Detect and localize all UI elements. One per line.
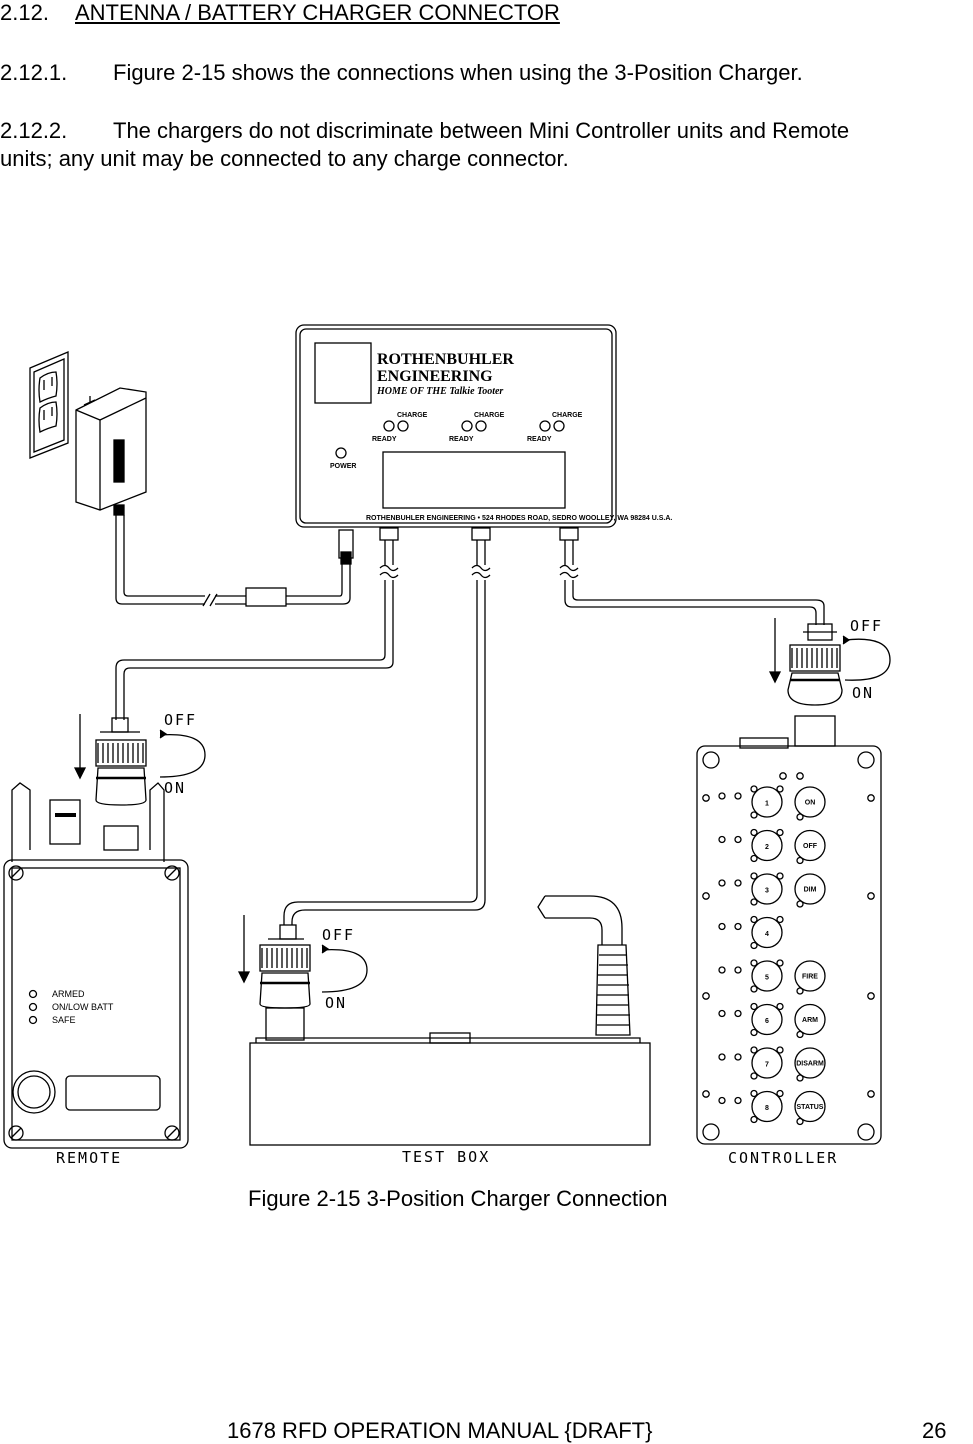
charge-label-3: CHARGE [552, 412, 583, 419]
controller-charge-plug [770, 617, 890, 705]
hole-dot [751, 1091, 757, 1097]
hole-dot [777, 830, 783, 836]
channel-button-label: 1 [765, 800, 769, 808]
hole-dot [797, 1075, 803, 1081]
hole-dot [735, 1098, 741, 1104]
hole-dot [751, 960, 757, 966]
function-button-label: ON [804, 799, 816, 807]
hole-dot [735, 837, 741, 843]
section-title: ANTENNA / BATTERY CHARGER CONNECTOR [75, 0, 560, 25]
remote-indicator-armed: ARMED [52, 989, 85, 999]
remote-charge-plug [75, 711, 205, 805]
hole-dot [751, 917, 757, 923]
hole-dot [735, 924, 741, 930]
hole-dot [751, 986, 757, 992]
paragraph-number: 2.12.2. [0, 118, 68, 143]
hole-dot [777, 917, 783, 923]
controller-function-buttons [795, 787, 825, 1122]
remote-label-panel [66, 1076, 160, 1110]
battery-led [30, 1004, 37, 1011]
power-cord [116, 515, 353, 606]
charger-tagline: HOME OF THE Talkie Tooter [377, 386, 504, 397]
hole-dot [868, 893, 874, 899]
hole-dot [777, 786, 783, 792]
hole-dot [777, 1091, 783, 1097]
testbox-switch-off: OFF [322, 926, 356, 944]
hole-dot [868, 1091, 874, 1097]
remote-unit [4, 783, 188, 1167]
hole-dot [797, 988, 803, 994]
paragraph-text: Figure 2-15 shows the connections when using the 3-Position Charger. [113, 60, 803, 85]
channel-button-label: 8 [765, 1105, 769, 1112]
hole-dot [868, 795, 874, 801]
charger-brand-line1: ROTHENBUHLER [377, 351, 514, 368]
hole-dot [751, 899, 757, 905]
controller-unit [697, 716, 881, 1167]
channel-button-label: 3 [765, 887, 769, 895]
charge-label-1: CHARGE [397, 412, 428, 419]
charge-label-2: CHARGE [474, 412, 505, 419]
controller-switch-on: ON [852, 684, 875, 702]
ready-label-2: READY [449, 436, 474, 443]
hole-dot [751, 812, 757, 818]
remote-switch-on: ON [164, 779, 187, 797]
function-button-label: FIRE [802, 973, 818, 981]
hole-dot [868, 993, 874, 999]
hole-dot [797, 858, 803, 864]
controller-label: CONTROLLER [728, 1149, 839, 1167]
testbox-label: TEST BOX [402, 1148, 491, 1166]
page-number: 26 [922, 1418, 947, 1443]
hole-dot [751, 1117, 757, 1123]
function-button-label: OFF [803, 843, 817, 850]
paragraph-text: The chargers do not discriminate between Mini Controller units and Remote [113, 118, 850, 143]
hole-dot [735, 1054, 741, 1060]
hole-dot [777, 960, 783, 966]
figure-caption: Figure 2-15 3-Position Charger Connection [248, 1186, 668, 1211]
hole-dot [797, 773, 803, 779]
channel-button-label: 2 [765, 844, 769, 851]
hole-dot [751, 1030, 757, 1036]
channel-button-label: 5 [765, 974, 769, 982]
hole-dot [735, 793, 741, 799]
charger-label-panel [383, 452, 565, 508]
hole-dot [719, 1054, 725, 1060]
hole-dot [719, 967, 725, 973]
hole-dot [797, 901, 803, 907]
function-button-label: DISARM [796, 1060, 824, 1068]
remote-indicator-battery: ON/LOW BATT [52, 1002, 114, 1012]
hole-dot [751, 830, 757, 836]
ready-led-1 [384, 421, 394, 431]
hole-dot [751, 1004, 757, 1010]
function-button-label: DIM [803, 886, 817, 894]
charger-brand-line2: ENGINEERING [377, 368, 493, 385]
function-button-label: STATUS [796, 1104, 824, 1111]
hole-dot [797, 1032, 803, 1038]
controller-channel-buttons [752, 787, 782, 1122]
hole-dot [719, 837, 725, 843]
ready-led-2 [462, 421, 472, 431]
channel-button-label: 7 [765, 1061, 769, 1069]
remote-knob [13, 1071, 55, 1113]
testbox-charge-plug [239, 915, 367, 1040]
hole-dot [703, 993, 709, 999]
hole-dot [751, 786, 757, 792]
hole-dot [751, 1073, 757, 1079]
hole-dot [797, 814, 803, 820]
charger-unit [296, 325, 672, 527]
remote-switch-off: OFF [164, 711, 198, 729]
function-button-label: ARM [802, 1017, 818, 1024]
paragraph-continuation: units; any unit may be connected to any charge connector. [0, 146, 569, 171]
power-led [336, 448, 346, 458]
controller-switch-off: OFF [850, 617, 884, 635]
remote-label: REMOTE [56, 1149, 123, 1167]
safe-led [30, 1017, 37, 1024]
charge-led-1 [398, 421, 408, 431]
charger-connection-diagram [0, 300, 973, 1180]
hole-dot [777, 1004, 783, 1010]
ready-label-3: READY [527, 436, 552, 443]
testbox-body [250, 1043, 650, 1145]
testbox-unit [250, 896, 650, 1166]
remote-indicator-safe: SAFE [52, 1015, 76, 1025]
hole-dot [719, 793, 725, 799]
charger-cables [116, 528, 824, 925]
hole-dot [735, 1011, 741, 1017]
ready-label-1: READY [372, 436, 397, 443]
armed-led [30, 991, 37, 998]
hole-dot [719, 880, 725, 886]
wall-outlet [30, 352, 68, 458]
hole-dot [719, 1011, 725, 1017]
hole-dot [751, 873, 757, 879]
hole-dot [703, 1091, 709, 1097]
hole-dot [751, 856, 757, 862]
paragraph-number: 2.12.1. [0, 60, 68, 85]
hole-dot [797, 1119, 803, 1125]
hole-dot [703, 893, 709, 899]
hole-dot [777, 873, 783, 879]
hole-dot [703, 795, 709, 801]
testbox-switch-on: ON [325, 994, 348, 1012]
hole-dot [735, 880, 741, 886]
hole-dot [751, 943, 757, 949]
section-number: 2.12. [0, 0, 49, 25]
charge-led-2 [476, 421, 486, 431]
footer-title: 1678 RFD OPERATION MANUAL {DRAFT} [227, 1418, 653, 1443]
hole-dot [735, 967, 741, 973]
ready-led-3 [540, 421, 550, 431]
channel-button-label: 6 [765, 1018, 769, 1025]
hole-dot [751, 1047, 757, 1053]
power-label: POWER [330, 463, 357, 470]
hole-dot [719, 924, 725, 930]
controller-mounting-holes [703, 773, 874, 1125]
ac-adapter [76, 388, 146, 515]
hole-dot [780, 773, 786, 779]
charger-address: ROTHENBUHLER ENGINEERING • 524 RHODES ROAD, SEDRO WOOLLEY, WA 98284 U.S.A. [366, 515, 673, 522]
channel-button-label: 4 [765, 931, 769, 938]
hole-dot [719, 1098, 725, 1104]
charge-led-3 [554, 421, 564, 431]
hole-dot [777, 1047, 783, 1053]
